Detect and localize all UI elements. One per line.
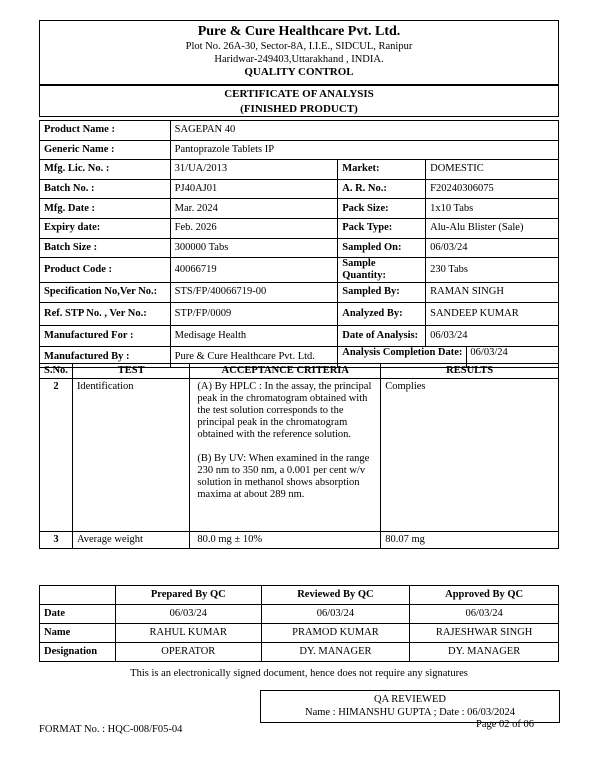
batch-no-label: Batch No. : (40, 179, 171, 199)
test-results-table (39, 363, 559, 549)
product-code-value: 40066719 (170, 258, 338, 283)
prepared-date: 06/03/24 (115, 605, 261, 624)
table-row (40, 238, 559, 258)
table-row (40, 643, 559, 662)
market-label: Market: (338, 160, 426, 180)
table-row (40, 140, 559, 160)
company-name: Pure & Cure Healthcare Pvt. Ltd. (197, 24, 401, 39)
expiry-value: Feb. 2026 (170, 218, 338, 238)
reviewed-name: PRAMOD KUMAR (261, 624, 410, 643)
row-criteria (190, 379, 381, 532)
spec-label: Specification No,Ver No.: (40, 283, 171, 303)
table-row (40, 218, 559, 238)
qa-reviewed-title: QA REVIEWED (373, 694, 447, 705)
prepared-name: RAHUL KUMAR (115, 624, 261, 643)
page-number: Page 02 of 06 (476, 719, 535, 730)
table-row (40, 624, 559, 643)
ref-stp-label: Ref. STP No. , Ver No.: (40, 302, 171, 325)
designation-row-label: Designation (40, 643, 116, 662)
row-sno: 2 (40, 379, 73, 532)
ref-stp-value: STP/FP/0009 (170, 302, 338, 325)
pack-size-label: Pack Size: (338, 199, 426, 219)
address-line-2: Haridwar-249403,Uttarakhand , INDIA. (214, 54, 384, 65)
analysis-date-value: 06/03/24 (426, 325, 559, 346)
table-row (40, 379, 559, 532)
sampled-on-value: 06/03/24 (426, 238, 559, 258)
certificate-title-box (39, 84, 559, 117)
ar-no-value: F20240306075 (426, 179, 559, 199)
sampled-by-value: RAMAN SINGH (426, 283, 559, 303)
batch-size-value: 300000 Tabs (170, 238, 338, 258)
generic-name-value: Pantoprazole Tablets IP (170, 140, 558, 160)
table-row (40, 199, 559, 219)
prepared-designation: OPERATOR (115, 643, 261, 662)
certificate-subtitle: (FINISHED PRODUCT) (240, 103, 358, 115)
criteria-hplc: (A) By HPLC : In the assay, the principal peak in the chromatogram obtained with the test solution corresponds to the principal peak in the chromatogram obtained with the reference solution. (197, 381, 372, 440)
blank-header (40, 586, 116, 605)
row-test: Identification (72, 379, 189, 532)
approved-designation: DY. MANAGER (410, 643, 559, 662)
sampled-on-label: Sampled On: (338, 238, 426, 258)
approved-by-header: Approved By QC (410, 586, 559, 605)
product-info-table (39, 120, 559, 368)
pack-size-value: 1x10 Tabs (426, 199, 559, 219)
col-criteria: ACCEPTANCE CRITERIA (190, 364, 381, 379)
reviewed-date: 06/03/24 (261, 605, 410, 624)
batch-no-value: PJ40AJ01 (170, 179, 338, 199)
col-test: TEST (72, 364, 189, 379)
qa-reviewed-detail: Name : HIMANSHU GUPTA ; Date : 06/03/2024 (304, 707, 516, 718)
signature-table (39, 585, 559, 662)
sample-qty-value: 230 Tabs (426, 258, 559, 283)
table-header-row (40, 364, 559, 379)
date-row-label: Date (40, 605, 116, 624)
address-line-1: Plot No. 26A-30, Sector-8A, I.I.E., SIDCUL, Ranipur (185, 41, 413, 52)
criteria-uv: (B) By UV: When examined in the range 230 nm to 350 nm, a 0.001 per cent w/v solution in methanol shows absorption maxima at about 289 nm. (197, 453, 370, 500)
table-row (40, 302, 559, 325)
reviewed-designation: DY. MANAGER (261, 643, 410, 662)
table-row (40, 160, 559, 180)
analysis-date-label: Date of Analysis: (338, 325, 426, 346)
product-name-value: SAGEPAN 40 (170, 121, 558, 141)
product-name-label: Product Name : (40, 121, 171, 141)
row-test: Average weight (72, 532, 189, 549)
table-row (40, 605, 559, 624)
mfd-by-value: Pure & Cure Healthcare Pvt. Ltd. (170, 346, 338, 367)
approved-name: RAJESHWAR SINGH (410, 624, 559, 643)
mfg-date-value: Mar. 2024 (170, 199, 338, 219)
table-row (40, 121, 559, 141)
completion-label: Analysis Completion Date: (338, 347, 467, 367)
department-title: QUALITY CONTROL (244, 66, 354, 78)
mfd-for-label: Manufactured For : (40, 325, 171, 346)
market-value: DOMESTIC (426, 160, 559, 180)
approved-date: 06/03/24 (410, 605, 559, 624)
mfg-date-label: Mfg. Date : (40, 199, 171, 219)
ar-no-label: A. R. No.: (338, 179, 426, 199)
mfd-for-value: Medisage Health (170, 325, 338, 346)
expiry-label: Expiry date: (40, 218, 171, 238)
electronic-signature-note: This is an electronically signed document, hence does not require any signatures (130, 668, 468, 679)
sample-qty-label: Sample Quantity: (338, 258, 426, 283)
certificate-title: CERTIFICATE OF ANALYSIS (224, 88, 374, 100)
table-header-row (40, 586, 559, 605)
sampled-by-label: Sampled By: (338, 283, 426, 303)
generic-name-label: Generic Name : (40, 140, 171, 160)
mfg-lic-value: 31/UA/2013 (170, 160, 338, 180)
pack-type-value: Alu-Alu Blister (Sale) (426, 218, 559, 238)
row-sno: 3 (40, 532, 73, 549)
analyzed-by-value: SANDEEP KUMAR (426, 302, 559, 325)
table-row (40, 283, 559, 303)
prepared-by-header: Prepared By QC (115, 586, 261, 605)
row-criteria: 80.0 mg ± 10% (190, 532, 381, 549)
analyzed-by-label: Analyzed By: (338, 302, 426, 325)
table-row (40, 179, 559, 199)
mfg-lic-label: Mfg. Lic. No. : (40, 160, 171, 180)
row-result: Complies (381, 379, 559, 532)
col-sno: S.No. (40, 364, 73, 379)
col-results: RESULTS (381, 364, 559, 379)
reviewed-by-header: Reviewed By QC (261, 586, 410, 605)
table-row (40, 258, 559, 283)
mfd-by-label: Manufactured By : (40, 346, 171, 367)
document-header (39, 20, 559, 84)
row-result: 80.07 mg (381, 532, 559, 549)
spec-value: STS/FP/40066719-00 (170, 283, 338, 303)
format-number: FORMAT No. : HQC-008/F05-04 (39, 724, 183, 735)
table-row (40, 532, 559, 549)
pack-type-label: Pack Type: (338, 218, 426, 238)
completion-value: 06/03/24 (470, 346, 508, 358)
name-row-label: Name (40, 624, 116, 643)
table-row (40, 325, 559, 346)
batch-size-label: Batch Size : (40, 238, 171, 258)
product-code-label: Product Code : (40, 258, 171, 283)
